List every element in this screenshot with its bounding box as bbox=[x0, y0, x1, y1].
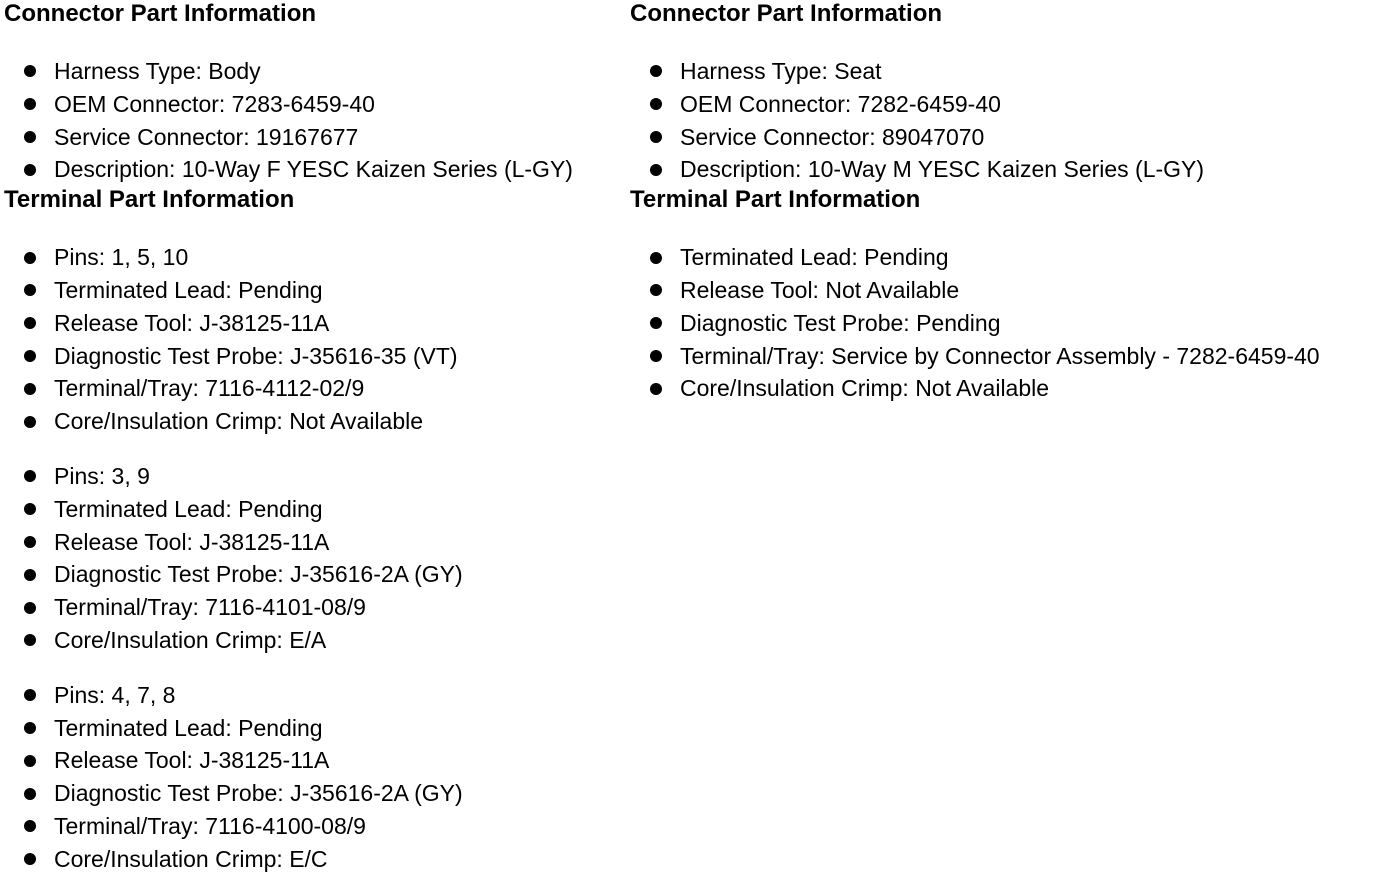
list-item bbox=[4, 526, 624, 559]
list-item-text: Pins: 3, 9 bbox=[54, 462, 150, 489]
list-item-text: Core/Insulation Crimp: E/C bbox=[54, 845, 328, 872]
list-item-text: Terminated Lead: Pending bbox=[680, 244, 949, 271]
list-item bbox=[4, 372, 624, 405]
bullet-icon bbox=[650, 65, 662, 77]
terminal-heading: Terminal Part Information bbox=[4, 186, 295, 214]
list-item bbox=[4, 591, 624, 624]
bullet-icon bbox=[24, 470, 36, 482]
list-item bbox=[4, 843, 624, 876]
list-item-text: Terminated Lead: Pending bbox=[54, 276, 323, 303]
bullet-icon bbox=[650, 383, 662, 395]
spacer bbox=[4, 214, 624, 241]
list-item bbox=[4, 460, 624, 493]
list-item-text: Terminated Lead: Pending bbox=[54, 714, 323, 741]
spacer bbox=[4, 657, 624, 679]
bullet-icon bbox=[24, 383, 36, 395]
right-column bbox=[630, 0, 1390, 405]
list-item-text: Description: 10-Way M YESC Kaizen Series (L-GY) bbox=[680, 156, 1205, 183]
list-item bbox=[4, 307, 624, 340]
list-item-text: Terminal/Tray: Service by Connector Assembly - 7282-6459-40 bbox=[680, 342, 1320, 369]
connector-heading: Connector Part Information bbox=[4, 0, 317, 27]
list-item bbox=[4, 153, 624, 186]
list-item bbox=[4, 88, 624, 121]
bullet-icon bbox=[24, 569, 36, 581]
bullet-icon bbox=[24, 634, 36, 646]
terminal-heading: Terminal Part Information bbox=[630, 186, 921, 214]
bullet-icon bbox=[24, 722, 36, 734]
bullet-icon bbox=[24, 755, 36, 767]
connector-heading: Connector Part Information bbox=[630, 0, 943, 27]
bullet-icon bbox=[24, 853, 36, 865]
bullet-icon bbox=[24, 602, 36, 614]
list-item bbox=[630, 340, 1390, 373]
list-item-text: Release Tool: J-38125-11A bbox=[54, 528, 330, 555]
list-item-text: Diagnostic Test Probe: Pending bbox=[680, 309, 1001, 336]
list-item-text: Terminal/Tray: 7116-4100-08/9 bbox=[54, 812, 366, 839]
bullet-icon bbox=[650, 164, 662, 176]
bullet-icon bbox=[24, 689, 36, 701]
list-item-text: Harness Type: Seat bbox=[680, 58, 882, 84]
bullet-icon bbox=[24, 164, 36, 176]
list-item-text: OEM Connector: 7282-6459-40 bbox=[680, 90, 1001, 117]
bullet-icon bbox=[650, 317, 662, 329]
list-item bbox=[4, 777, 624, 810]
list-item-text: Pins: 1, 5, 10 bbox=[54, 244, 189, 271]
list-item-text: Description: 10-Way F YESC Kaizen Series (L-GY) bbox=[54, 156, 573, 183]
list-item bbox=[4, 493, 624, 526]
spacer bbox=[630, 28, 1390, 55]
list-item bbox=[630, 121, 1390, 154]
list-item-text: Terminal/Tray: 7116-4101-08/9 bbox=[54, 594, 366, 621]
left-column bbox=[4, 0, 624, 876]
list-item bbox=[4, 712, 624, 745]
list-item-text: Harness Type: Body bbox=[54, 58, 261, 84]
bullet-icon bbox=[24, 317, 36, 329]
spacer bbox=[4, 28, 624, 55]
list-item-text: Release Tool: J-38125-11A bbox=[54, 747, 330, 774]
terminal-group-3 bbox=[4, 679, 624, 876]
bullet-icon bbox=[650, 284, 662, 296]
list-item bbox=[4, 55, 624, 88]
list-item-text: Release Tool: J-38125-11A bbox=[54, 309, 330, 336]
bullet-icon bbox=[24, 820, 36, 832]
bullet-icon bbox=[650, 350, 662, 362]
list-item bbox=[4, 405, 624, 438]
list-item-text: Pins: 4, 7, 8 bbox=[54, 681, 176, 708]
bullet-icon bbox=[24, 65, 36, 77]
list-item bbox=[630, 55, 1390, 88]
terminal-group-2 bbox=[4, 460, 624, 657]
bullet-icon bbox=[24, 252, 36, 264]
bullet-icon bbox=[24, 284, 36, 296]
list-item-text: Service Connector: 89047070 bbox=[680, 123, 985, 150]
terminal-group-1 bbox=[4, 241, 624, 438]
list-item bbox=[4, 121, 624, 154]
spacer bbox=[4, 438, 624, 460]
list-item-text: Core/Insulation Crimp: Not Available bbox=[680, 375, 1050, 402]
list-item bbox=[630, 274, 1390, 307]
bullet-icon bbox=[24, 503, 36, 515]
list-item bbox=[4, 241, 624, 274]
bullet-icon bbox=[24, 416, 36, 428]
list-item-text: Diagnostic Test Probe: J-35616-35 (VT) bbox=[54, 342, 458, 369]
bullet-icon bbox=[24, 536, 36, 548]
list-item bbox=[630, 241, 1390, 274]
connector-info-list bbox=[630, 55, 1390, 186]
list-item bbox=[4, 624, 624, 657]
list-item-text: Diagnostic Test Probe: J-35616-2A (GY) bbox=[54, 780, 463, 807]
list-item-text: Diagnostic Test Probe: J-35616-2A (GY) bbox=[54, 561, 463, 588]
list-item bbox=[630, 307, 1390, 340]
list-item-text: Terminal/Tray: 7116-4112-02/9 bbox=[54, 375, 365, 402]
terminal-group-1 bbox=[630, 241, 1390, 405]
connector-info-list bbox=[4, 55, 624, 186]
list-item-text: Service Connector: 19167677 bbox=[54, 123, 359, 150]
bullet-icon bbox=[24, 350, 36, 362]
list-item bbox=[630, 153, 1390, 186]
bullet-icon bbox=[24, 131, 36, 143]
list-item-text: Terminated Lead: Pending bbox=[54, 495, 323, 522]
list-item bbox=[4, 340, 624, 373]
list-item bbox=[630, 372, 1390, 405]
bullet-icon bbox=[24, 98, 36, 110]
list-item-text: OEM Connector: 7283-6459-40 bbox=[54, 90, 375, 117]
list-item bbox=[630, 88, 1390, 121]
list-item bbox=[4, 274, 624, 307]
bullet-icon bbox=[24, 788, 36, 800]
list-item bbox=[4, 810, 624, 843]
list-item-text: Core/Insulation Crimp: E/A bbox=[54, 626, 327, 653]
list-item bbox=[4, 558, 624, 591]
spacer bbox=[630, 214, 1390, 241]
list-item bbox=[4, 679, 624, 712]
bullet-icon bbox=[650, 131, 662, 143]
bullet-icon bbox=[650, 98, 662, 110]
list-item bbox=[4, 744, 624, 777]
list-item-text: Release Tool: Not Available bbox=[680, 276, 960, 303]
list-item-text: Core/Insulation Crimp: Not Available bbox=[54, 408, 424, 435]
bullet-icon bbox=[650, 252, 662, 264]
